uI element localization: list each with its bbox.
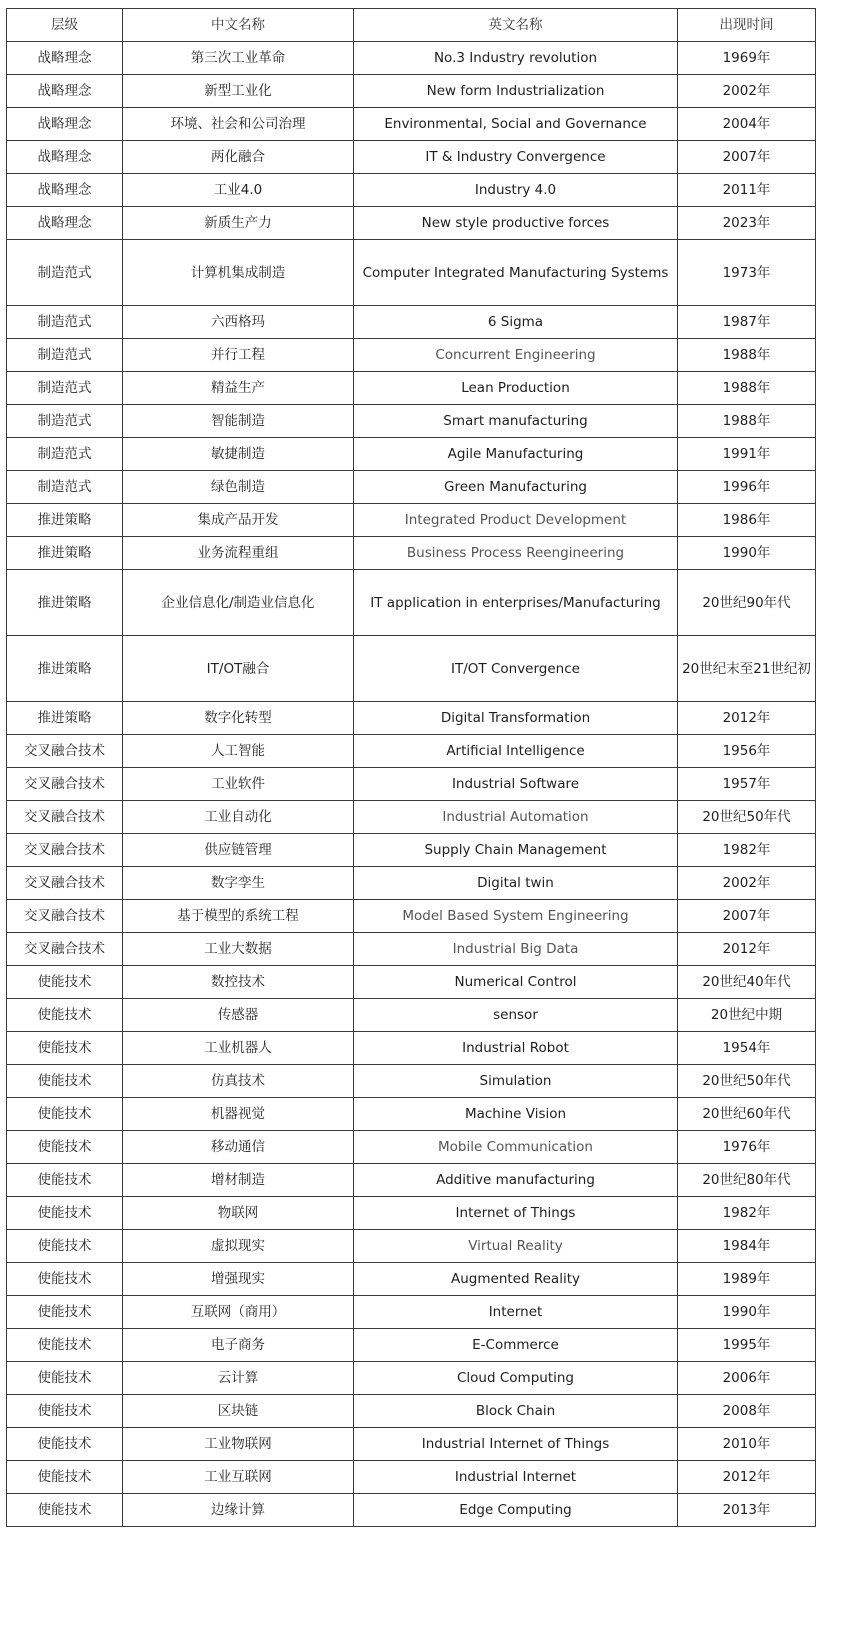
cell-english-name: Machine Vision [354,1098,678,1131]
cell-chinese-name: 并行工程 [123,339,354,372]
cell-chinese-name: 传感器 [123,999,354,1032]
cell-chinese-name: 精益生产 [123,372,354,405]
cell-english-name: Industrial Robot [354,1032,678,1065]
cell-level: 推进策略 [7,504,123,537]
cell-appearance-time: 2007年 [678,141,816,174]
cell-chinese-name: 新型工业化 [123,75,354,108]
table-row [7,108,816,141]
table-row [7,933,816,966]
cell-level: 战略理念 [7,141,123,174]
cell-english-name: Integrated Product Development [354,504,678,537]
cell-appearance-time: 2011年 [678,174,816,207]
table-row [7,339,816,372]
cell-chinese-name: 第三次工业革命 [123,42,354,75]
cell-english-name: No.3 Industry revolution [354,42,678,75]
cell-chinese-name: 工业大数据 [123,933,354,966]
cell-level: 使能技术 [7,1065,123,1098]
table-row [7,75,816,108]
cell-level: 使能技术 [7,999,123,1032]
cell-english-name: Virtual Reality [354,1230,678,1263]
cell-chinese-name: 计算机集成制造 [123,240,354,306]
cell-chinese-name: 电子商务 [123,1329,354,1362]
cell-english-name: Concurrent Engineering [354,339,678,372]
cell-english-name: New style productive forces [354,207,678,240]
table-row [7,867,816,900]
cell-level: 制造范式 [7,405,123,438]
cell-appearance-time: 1976年 [678,1131,816,1164]
table-row [7,900,816,933]
cell-chinese-name: 数字孪生 [123,867,354,900]
cell-appearance-time: 20世纪80年代 [678,1164,816,1197]
cell-appearance-time: 2004年 [678,108,816,141]
table-row [7,1263,816,1296]
table-row [7,1230,816,1263]
table-row [7,504,816,537]
cell-level: 使能技术 [7,966,123,999]
cell-appearance-time: 2010年 [678,1428,816,1461]
cell-appearance-time: 2012年 [678,702,816,735]
cell-english-name: Industrial Internet of Things [354,1428,678,1461]
cell-chinese-name: 互联网（商用） [123,1296,354,1329]
table-row [7,141,816,174]
cell-english-name: Industry 4.0 [354,174,678,207]
table-row [7,834,816,867]
cell-english-name: Numerical Control [354,966,678,999]
cell-chinese-name: 六西格玛 [123,306,354,339]
table-row [7,1197,816,1230]
table-row [7,42,816,75]
cell-chinese-name: 集成产品开发 [123,504,354,537]
cell-appearance-time: 1984年 [678,1230,816,1263]
cell-level: 制造范式 [7,240,123,306]
cell-chinese-name: 业务流程重组 [123,537,354,570]
cell-english-name: 6 Sigma [354,306,678,339]
cell-chinese-name: 仿真技术 [123,1065,354,1098]
cell-appearance-time: 20世纪中期 [678,999,816,1032]
cell-chinese-name: 工业机器人 [123,1032,354,1065]
cell-appearance-time: 1969年 [678,42,816,75]
header-appearance-time: 出现时间 [678,9,816,42]
cell-level: 使能技术 [7,1263,123,1296]
cell-chinese-name: 工业软件 [123,768,354,801]
cell-level: 使能技术 [7,1032,123,1065]
cell-level: 战略理念 [7,108,123,141]
cell-level: 使能技术 [7,1230,123,1263]
cell-english-name: IT/OT Convergence [354,636,678,702]
cell-level: 使能技术 [7,1098,123,1131]
table-row [7,1494,816,1527]
cell-appearance-time: 2002年 [678,75,816,108]
cell-english-name: sensor [354,999,678,1032]
cell-chinese-name: 新质生产力 [123,207,354,240]
cell-level: 使能技术 [7,1428,123,1461]
cell-appearance-time: 1956年 [678,735,816,768]
cell-appearance-time: 2008年 [678,1395,816,1428]
cell-chinese-name: 机器视觉 [123,1098,354,1131]
cell-english-name: Simulation [354,1065,678,1098]
table-row [7,1164,816,1197]
cell-appearance-time: 20世纪90年代 [678,570,816,636]
cell-appearance-time: 1990年 [678,1296,816,1329]
cell-english-name: Artificial Intelligence [354,735,678,768]
cell-english-name: Industrial Internet [354,1461,678,1494]
table-row [7,1362,816,1395]
cell-level: 战略理念 [7,75,123,108]
cell-chinese-name: 人工智能 [123,735,354,768]
cell-appearance-time: 20世纪50年代 [678,1065,816,1098]
glossary-table-container [6,8,815,1527]
table-body [7,42,816,1527]
cell-chinese-name: 数控技术 [123,966,354,999]
cell-level: 推进策略 [7,537,123,570]
cell-level: 制造范式 [7,372,123,405]
cell-appearance-time: 1988年 [678,405,816,438]
cell-chinese-name: 敏捷制造 [123,438,354,471]
cell-english-name: Agile Manufacturing [354,438,678,471]
table-header-row [7,9,816,42]
cell-chinese-name: 工业自动化 [123,801,354,834]
cell-chinese-name: 云计算 [123,1362,354,1395]
cell-english-name: Digital Transformation [354,702,678,735]
cell-level: 交叉融合技术 [7,900,123,933]
cell-appearance-time: 1995年 [678,1329,816,1362]
cell-level: 使能技术 [7,1395,123,1428]
table-row [7,1065,816,1098]
cell-level: 使能技术 [7,1329,123,1362]
cell-english-name: Mobile Communication [354,1131,678,1164]
cell-appearance-time: 2012年 [678,933,816,966]
table-row [7,702,816,735]
cell-english-name: New form Industrialization [354,75,678,108]
table-row [7,1098,816,1131]
cell-level: 制造范式 [7,306,123,339]
cell-chinese-name: 数字化转型 [123,702,354,735]
cell-appearance-time: 2023年 [678,207,816,240]
cell-level: 推进策略 [7,636,123,702]
cell-chinese-name: 物联网 [123,1197,354,1230]
cell-english-name: Industrial Software [354,768,678,801]
cell-appearance-time: 1987年 [678,306,816,339]
table-row [7,1428,816,1461]
table-row [7,1329,816,1362]
cell-appearance-time: 1988年 [678,372,816,405]
cell-english-name: Green Manufacturing [354,471,678,504]
cell-level: 使能技术 [7,1131,123,1164]
cell-level: 使能技术 [7,1164,123,1197]
table-row [7,1296,816,1329]
cell-chinese-name: IT/OT融合 [123,636,354,702]
cell-english-name: Augmented Reality [354,1263,678,1296]
cell-appearance-time: 1986年 [678,504,816,537]
header-english-name: 英文名称 [354,9,678,42]
cell-appearance-time: 1954年 [678,1032,816,1065]
cell-chinese-name: 移动通信 [123,1131,354,1164]
cell-appearance-time: 2013年 [678,1494,816,1527]
table-row [7,1131,816,1164]
table-row [7,438,816,471]
cell-chinese-name: 基于模型的系统工程 [123,900,354,933]
cell-level: 制造范式 [7,339,123,372]
cell-chinese-name: 工业4.0 [123,174,354,207]
cell-appearance-time: 1957年 [678,768,816,801]
cell-level: 交叉融合技术 [7,768,123,801]
cell-appearance-time: 1988年 [678,339,816,372]
cell-level: 交叉融合技术 [7,933,123,966]
cell-level: 战略理念 [7,174,123,207]
cell-level: 使能技术 [7,1494,123,1527]
cell-english-name: Model Based System Engineering [354,900,678,933]
cell-english-name: Block Chain [354,1395,678,1428]
cell-level: 制造范式 [7,471,123,504]
cell-chinese-name: 供应链管理 [123,834,354,867]
cell-chinese-name: 智能制造 [123,405,354,438]
cell-english-name: Supply Chain Management [354,834,678,867]
cell-english-name: Industrial Automation [354,801,678,834]
cell-level: 交叉融合技术 [7,834,123,867]
cell-level: 推进策略 [7,702,123,735]
cell-appearance-time: 1973年 [678,240,816,306]
table-row [7,1395,816,1428]
table-row [7,801,816,834]
cell-appearance-time: 1996年 [678,471,816,504]
cell-level: 使能技术 [7,1197,123,1230]
cell-appearance-time: 20世纪50年代 [678,801,816,834]
cell-level: 使能技术 [7,1362,123,1395]
cell-english-name: Industrial Big Data [354,933,678,966]
cell-appearance-time: 2006年 [678,1362,816,1395]
cell-chinese-name: 绿色制造 [123,471,354,504]
cell-english-name: IT & Industry Convergence [354,141,678,174]
cell-level: 交叉融合技术 [7,801,123,834]
cell-appearance-time: 20世纪40年代 [678,966,816,999]
cell-chinese-name: 增强现实 [123,1263,354,1296]
table-row [7,306,816,339]
table-row [7,966,816,999]
cell-chinese-name: 两化融合 [123,141,354,174]
cell-level: 交叉融合技术 [7,735,123,768]
cell-appearance-time: 2007年 [678,900,816,933]
cell-chinese-name: 企业信息化/制造业信息化 [123,570,354,636]
cell-level: 使能技术 [7,1296,123,1329]
table-row [7,207,816,240]
glossary-table [6,8,816,1527]
table-row [7,1032,816,1065]
table-row [7,570,816,636]
table-row [7,174,816,207]
table-row [7,537,816,570]
cell-appearance-time: 1991年 [678,438,816,471]
cell-chinese-name: 区块链 [123,1395,354,1428]
table-row [7,735,816,768]
cell-appearance-time: 1989年 [678,1263,816,1296]
cell-english-name: Lean Production [354,372,678,405]
cell-appearance-time: 20世纪60年代 [678,1098,816,1131]
cell-appearance-time: 2012年 [678,1461,816,1494]
cell-level: 战略理念 [7,42,123,75]
cell-level: 推进策略 [7,570,123,636]
header-level: 层级 [7,9,123,42]
cell-chinese-name: 环境、社会和公司治理 [123,108,354,141]
cell-chinese-name: 增材制造 [123,1164,354,1197]
cell-english-name: IT application in enterprises/Manufacturing [354,570,678,636]
cell-english-name: Business Process Reengineering [354,537,678,570]
cell-level: 战略理念 [7,207,123,240]
cell-appearance-time: 1982年 [678,834,816,867]
table-row [7,999,816,1032]
cell-english-name: Edge Computing [354,1494,678,1527]
cell-english-name: Cloud Computing [354,1362,678,1395]
table-row [7,636,816,702]
cell-appearance-time: 1990年 [678,537,816,570]
cell-level: 使能技术 [7,1461,123,1494]
table-row [7,240,816,306]
cell-english-name: E-Commerce [354,1329,678,1362]
cell-chinese-name: 工业物联网 [123,1428,354,1461]
cell-english-name: Internet [354,1296,678,1329]
cell-level: 交叉融合技术 [7,867,123,900]
cell-chinese-name: 边缘计算 [123,1494,354,1527]
cell-english-name: Environmental, Social and Governance [354,108,678,141]
cell-chinese-name: 虚拟现实 [123,1230,354,1263]
cell-english-name: Digital twin [354,867,678,900]
cell-chinese-name: 工业互联网 [123,1461,354,1494]
cell-english-name: Smart manufacturing [354,405,678,438]
cell-appearance-time: 20世纪末至21世纪初 [678,636,816,702]
header-chinese-name: 中文名称 [123,9,354,42]
cell-english-name: Computer Integrated Manufacturing Systems [354,240,678,306]
table-row [7,372,816,405]
cell-english-name: Additive manufacturing [354,1164,678,1197]
table-row [7,768,816,801]
cell-appearance-time: 2002年 [678,867,816,900]
cell-level: 制造范式 [7,438,123,471]
table-row [7,1461,816,1494]
cell-appearance-time: 1982年 [678,1197,816,1230]
table-row [7,471,816,504]
table-row [7,405,816,438]
cell-english-name: Internet of Things [354,1197,678,1230]
